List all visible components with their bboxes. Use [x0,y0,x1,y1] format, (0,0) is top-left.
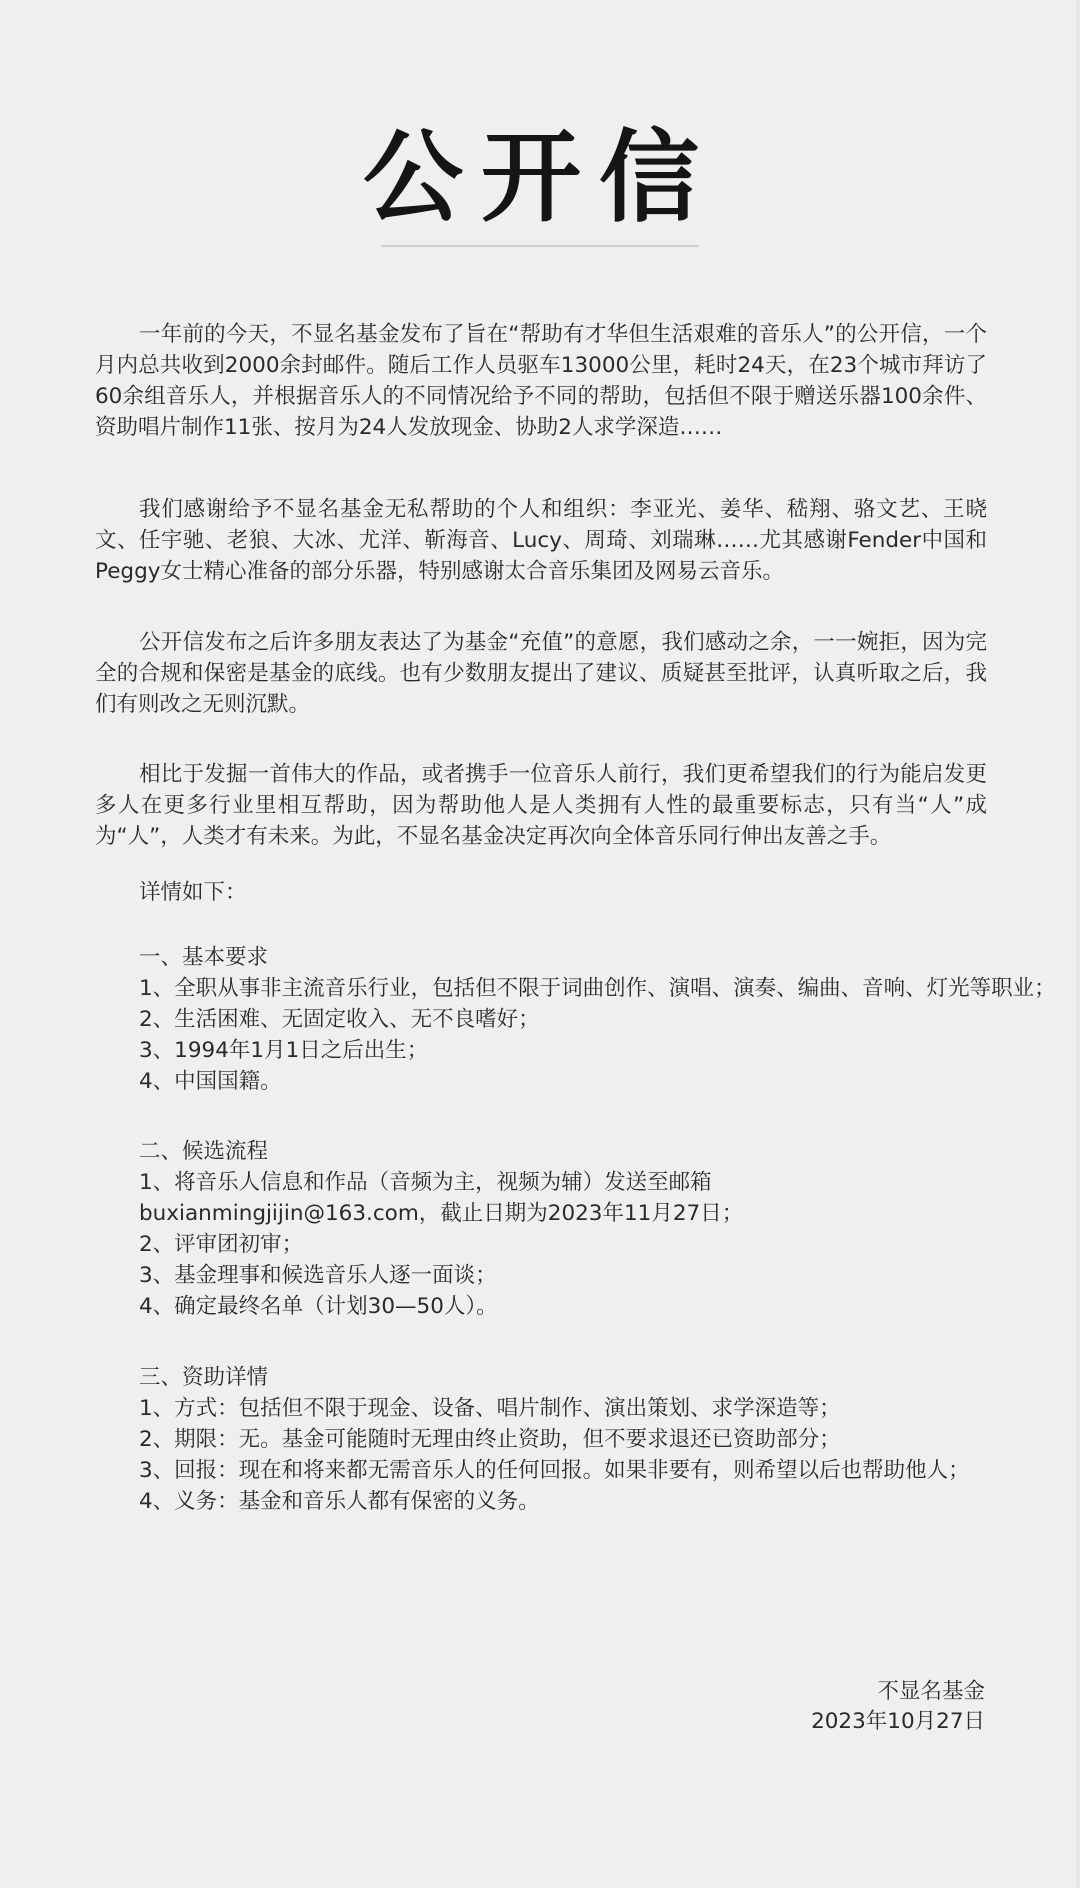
paragraph-3: 公开信发布之后许多朋友表达了为基金“充值”的意愿，我们感动之余，一一婉拒，因为完全的合规和保密是基金的底线。也有少数朋友提出了建议、质疑甚至批评，认真听取之后，我们有则改之无则沉默。 [95,630,987,717]
title-divider [381,245,699,247]
section-selection-process [139,1136,987,1322]
list-item: 2、生活困难、无固定收入、无不良嗜好； [139,1007,540,1032]
signature-organization: 不显名基金 [877,1679,985,1704]
list-item: 1、方式：包括但不限于现金、设备、唱片制作、演出策划、求学深造等； [139,1396,841,1421]
list-item: 3、回报：现在和将来都无需音乐人的任何回报。如果非要有，则希望以后也帮助他人； [139,1458,970,1483]
paragraph-2: 我们感谢给予不显名基金无私帮助的个人和组织：李亚光、姜华、嵇翔、骆文艺、王晓文、任宇驰、老狼、大冰、尤洋、靳海音、Lucy、周琦、刘瑞琳……尤其感谢Fender中国和Peggy女士精心准备的部分乐器，特别感谢太合音乐集团及网易云音乐。 [95,497,987,584]
list-item: 3、1994年1月1日之后出生； [139,1038,429,1063]
list-item: 1、将音乐人信息和作品（音频为主，视频为辅）发送至邮箱buxianmingjijin@163.com，截止日期为2023年11月27日； [139,1170,744,1226]
paragraph-1: 一年前的今天，不显名基金发布了旨在“帮助有才华但生活艰难的音乐人”的公开信，一个月内总共收到2000余封邮件。随后工作人员驱车13000公里，耗时24天，在23个城市拜访了60余组音乐人，并根据音乐人的不同情况给予不同的帮助，包括但不限于赠送乐器100余件、资助唱片制作11张、按月为24人发放现金、协助2人求学深造…… [95,322,987,440]
list-item: 2、评审团初审； [139,1232,304,1257]
signature-block [811,1677,985,1737]
details-intro-text: 详情如下： [139,880,247,905]
section-funding-details [139,1362,987,1517]
page-edge [1076,0,1080,1888]
paragraph-4: 相比于发掘一首伟大的作品，或者携手一位音乐人前行，我们更希望我们的行为能启发更多人在更多行业里相互帮助，因为帮助他人是人类拥有人性的最重要标志，只有当“人”成为“人”，人类才有未来。为此，不显名基金决定再次向全体音乐同行伸出友善之手。 [95,762,987,849]
list-item: 3、基金理事和候选音乐人逐一面谈； [139,1263,497,1288]
list-item: 4、义务：基金和音乐人都有保密的义务。 [139,1489,540,1514]
list-item: 4、中国国籍。 [139,1069,282,1094]
section-heading: 一、基本要求 [139,945,269,970]
section-heading: 三、资助详情 [139,1365,269,1390]
section-heading: 二、候选流程 [139,1139,269,1164]
list-item: 4、确定最终名单（计划30—50人）。 [139,1294,498,1319]
section-basic-requirements [139,942,1056,1097]
signature-date: 2023年10月27日 [811,1709,985,1734]
page-title: 公开信 [363,119,717,236]
details-intro [139,877,987,908]
list-item: 2、期限：无。基金可能随时无理由终止资助，但不要求退还已资助部分； [139,1427,841,1452]
list-item: 1、全职从事非主流音乐行业，包括但不限于词曲创作、演唱、演奏、编曲、音响、灯光等职业； [139,976,1056,1001]
